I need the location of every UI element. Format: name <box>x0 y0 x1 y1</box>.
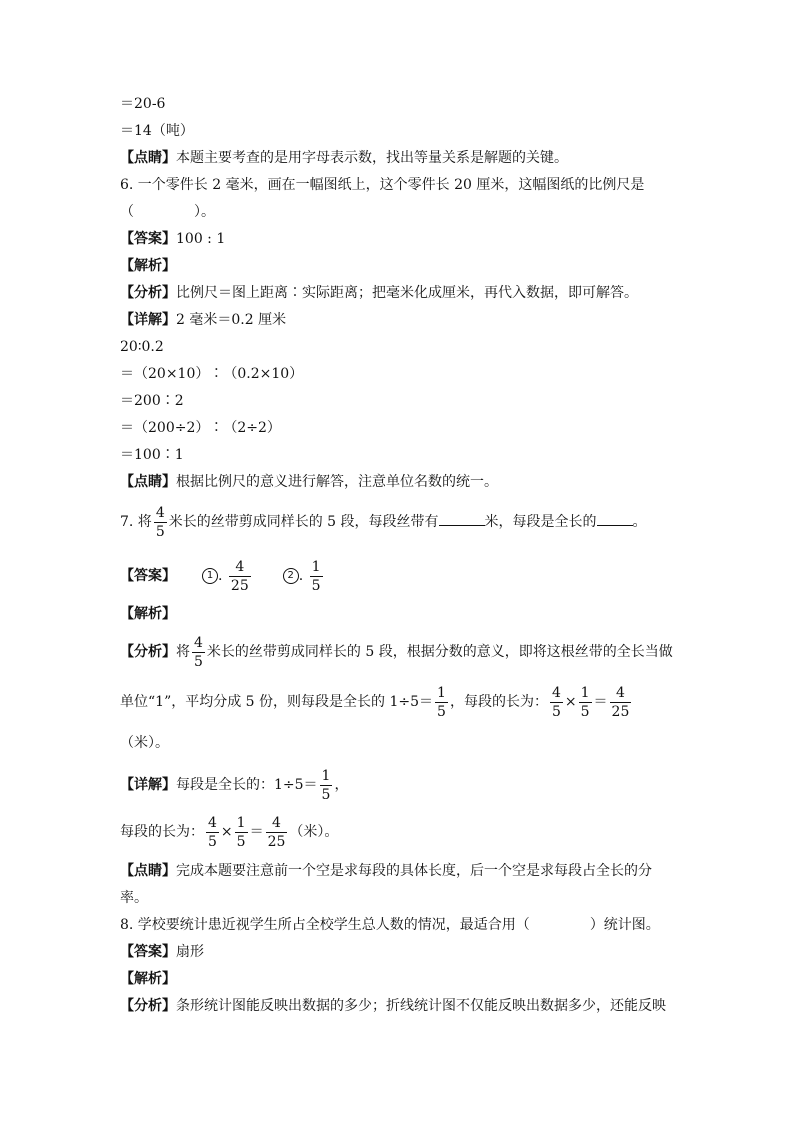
analysis-heading: 【解析】 <box>120 971 176 987</box>
tag-dianjing: 【点睛】 <box>120 150 176 166</box>
question-6-blank: （ ）。 <box>120 204 215 220</box>
analysis-7-cont: 单位“1”，平均分成 5 份，则每段是全长的 1÷5＝ $\frac{1}{5}$ ，每段的长为： $\frac{4}{5}$ × $\frac{1}{5}$ ＝ $\frac{4}{25}$ <box>120 684 630 720</box>
text-line: ＝（200÷2）∶（2÷2） <box>120 420 281 436</box>
tag-answer: 【答案】 <box>120 231 176 247</box>
answer-line: 【答案】100 : 1 <box>120 231 226 247</box>
fraction: $\frac{4}{5}$ <box>155 504 165 540</box>
circled-number: 1 <box>202 568 218 584</box>
detail-7: 【详解】每段是全长的：1÷5＝ $\frac{1}{5}$ ， <box>120 767 349 803</box>
analysis-heading: 【解析】 <box>120 606 176 622</box>
comment-line: 【点睛】本题主要考查的是用字母表示数，找出等量关系是解题的关键。 <box>120 150 568 166</box>
text-line: ＝20-6 <box>120 96 166 112</box>
detail-7-cont: 每段的长为： $\frac{4}{5}$ × $\frac{1}{5}$ ＝ $\frac{4}{25}$ （米）。 <box>120 814 339 850</box>
comment-line: 【点睛】根据比例尺的意义进行解答，注意单位名数的统一。 <box>120 474 498 490</box>
blank <box>439 511 485 526</box>
text-line: （米）。 <box>120 735 169 751</box>
text-line: ＝14（吨） <box>120 123 194 139</box>
question-8: 8. 学校要统计患近视学生所占全校学生总人数的情况，最适合用（ ）统计图。 <box>120 917 660 933</box>
circled-number: 2 <box>283 568 299 584</box>
answer-8: 【答案】扇形 <box>120 944 204 960</box>
analysis-7: 【分析】将 $\frac{4}{5}$ 米长的丝带剪成同样长的 5 段，根据分数的意义，即将这根丝带的全长当做 <box>120 634 673 670</box>
text-line: ＝100∶1 <box>120 447 184 463</box>
question-6: 6. 一个零件长 2 毫米，画在一幅图纸上，这个零件长 20 厘米，这幅图纸的比例尺是 <box>120 177 645 193</box>
question-7: 7. 将 $\frac{4}{5}$ 米长的丝带剪成同样长的 5 段，每段丝带有 米，每段是全长的 。 <box>120 504 647 540</box>
analysis-heading: 【解析】 <box>120 258 176 274</box>
answer-7: 【答案】 1 . $\frac{4}{25}$ 2 . $\frac{1}{5}$ <box>120 558 321 594</box>
text-line: ＝（20×10）∶（0.2×10） <box>120 366 304 382</box>
detail-line: 【详解】2 毫米＝0.2 厘米 <box>120 312 287 328</box>
analysis-8: 【分析】条形统计图能反映出数据的多少；折线统计图不仅能反映出数据多少，还能反映 <box>120 998 666 1014</box>
comment-line: 【点睛】完成本题要注意前一个空是求每段的具体长度，后一个空是求每段占全长的分 <box>120 863 652 879</box>
analysis-line: 【分析】比例尺＝图上距离∶实际距离；把毫米化成厘米，再代入数据，即可解答。 <box>120 285 638 301</box>
text-line: ＝200∶2 <box>120 393 184 409</box>
text-line: 20∶0.2 <box>120 339 164 355</box>
blank <box>597 511 633 526</box>
text-line: 率。 <box>120 890 148 906</box>
